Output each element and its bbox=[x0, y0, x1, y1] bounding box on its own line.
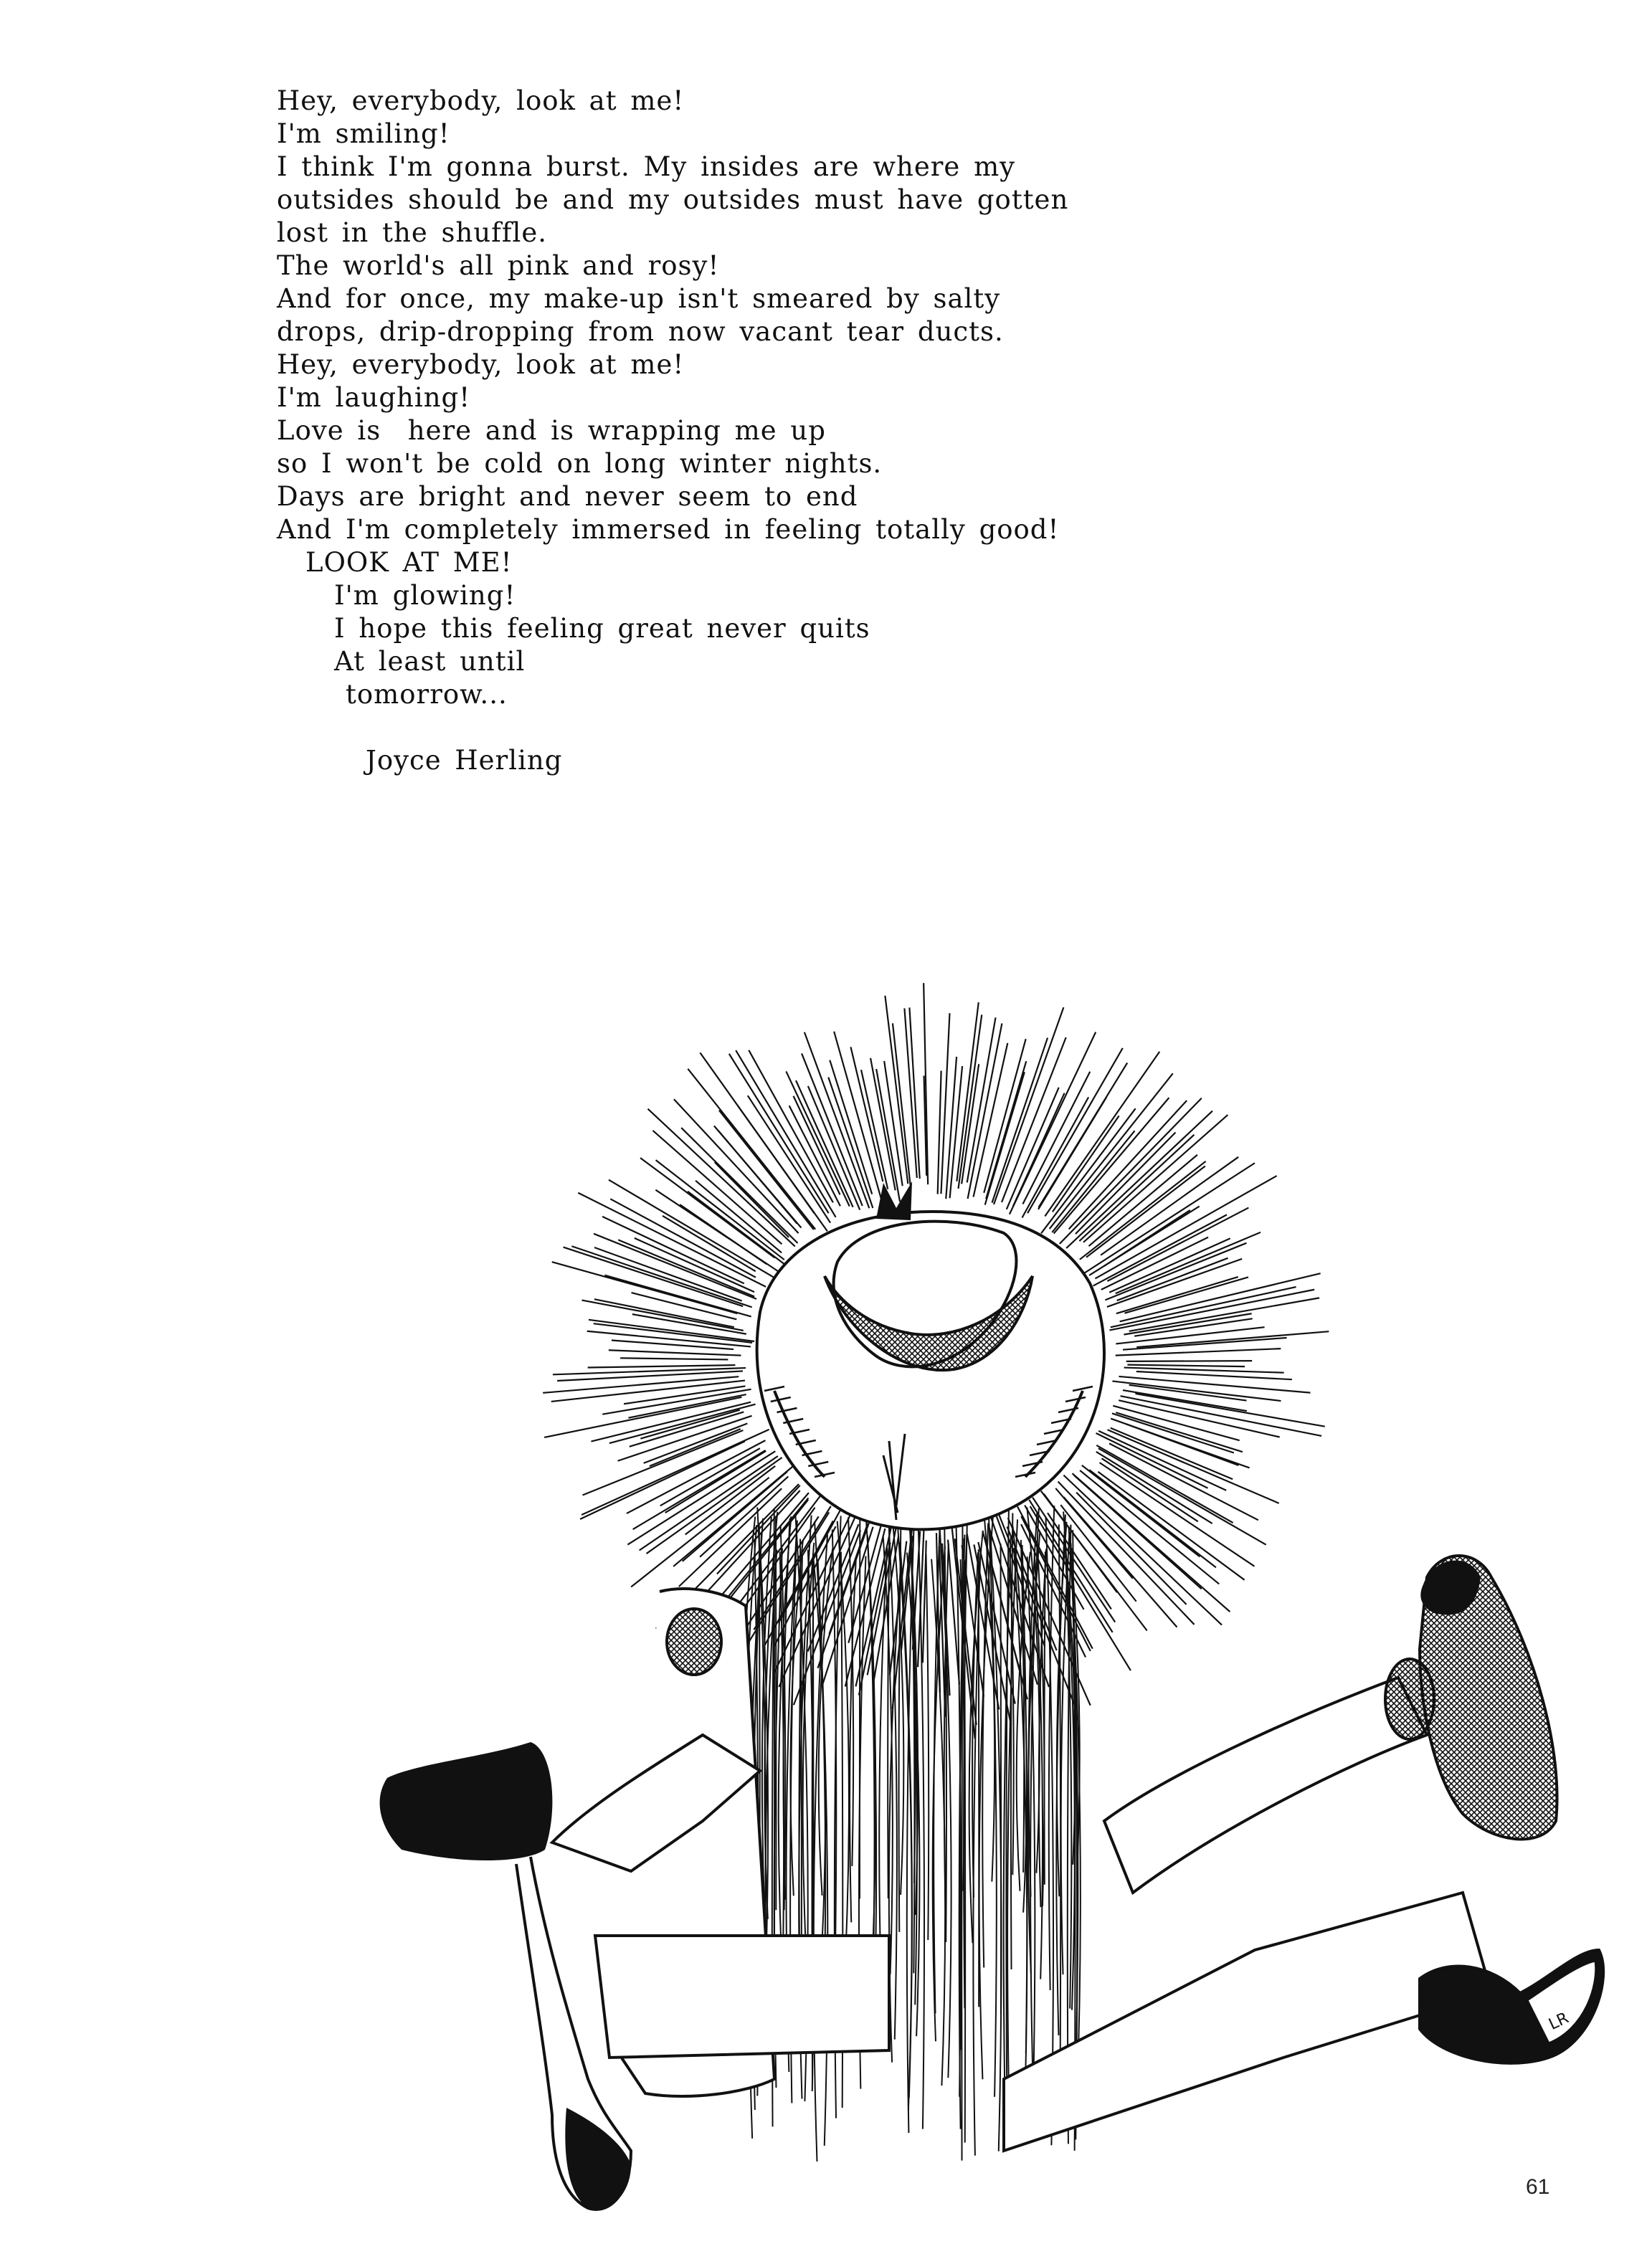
mane-ray bbox=[802, 1053, 863, 1206]
poem-line: And I'm completely immersed in feeling totally good! bbox=[277, 514, 1060, 545]
mane-ray bbox=[1120, 1273, 1321, 1321]
poem-line: lost in the shuffle. bbox=[277, 217, 548, 248]
mane-ray bbox=[1119, 1400, 1280, 1437]
poem-line: I'm glowing! bbox=[334, 580, 516, 611]
left-shoe bbox=[380, 1742, 553, 1860]
poem-line: Hey, everybody, look at me! bbox=[277, 85, 685, 116]
beard-strand bbox=[926, 1554, 929, 1939]
mane-ray bbox=[609, 1350, 741, 1355]
beard-strand bbox=[1044, 1551, 1045, 1885]
poem-line: At least until bbox=[334, 646, 526, 677]
beard-strand bbox=[1001, 1544, 1002, 2015]
beard-strand bbox=[934, 1514, 940, 2013]
mane-ray bbox=[850, 1047, 883, 1181]
artist-signature: LR bbox=[1546, 2009, 1572, 2034]
mane-ray bbox=[612, 1340, 734, 1349]
mane-ray bbox=[1098, 1431, 1226, 1490]
mane-ray bbox=[984, 1039, 1025, 1193]
mane-ray bbox=[652, 1131, 782, 1244]
poem-line: And for once, my make-up isn't smeared by salty bbox=[277, 283, 1001, 314]
mane-ray bbox=[610, 1199, 756, 1277]
mane-ray bbox=[1116, 1349, 1281, 1355]
mane-ray bbox=[1116, 1412, 1243, 1452]
mane-ray bbox=[985, 1072, 1025, 1204]
mane-ray bbox=[1089, 1470, 1216, 1567]
mane-ray bbox=[1063, 1475, 1222, 1625]
beard-strokes bbox=[742, 1506, 1081, 2162]
mane-ray bbox=[620, 1358, 728, 1359]
poem-line: so I won't be cold on long winter nights. bbox=[277, 448, 883, 479]
mane-ray bbox=[1013, 1093, 1065, 1207]
poem-line: LOOK AT ME! bbox=[305, 547, 513, 578]
poem-line: drops, drip-dropping from now vacant tear ducts. bbox=[277, 316, 1004, 347]
mane-ray bbox=[655, 1190, 778, 1271]
mane-ray bbox=[594, 1234, 756, 1299]
mane-ray bbox=[591, 1402, 751, 1442]
mane-ray bbox=[552, 1262, 738, 1313]
mane-ray bbox=[553, 1368, 746, 1374]
mane-ray bbox=[602, 1217, 744, 1283]
poem-line: outsides should be and my outsides must have gotten bbox=[277, 184, 1069, 215]
mane-ray bbox=[938, 1070, 941, 1194]
mane-ray bbox=[1054, 1098, 1169, 1233]
poem-line: Love is here and is wrapping me up bbox=[277, 415, 826, 446]
poem-author: Joyce Herling bbox=[366, 745, 563, 776]
poem-line: Hey, everybody, look at me! bbox=[277, 349, 685, 380]
poem-line: The world's all pink and rosy! bbox=[277, 250, 720, 281]
mane-ray bbox=[588, 1365, 736, 1367]
mane-ray bbox=[1109, 1443, 1258, 1520]
mane-ray bbox=[578, 1193, 766, 1287]
poem-line: tomorrow... bbox=[346, 679, 508, 710]
poem-line: Days are bright and never seem to end bbox=[277, 481, 858, 512]
mane-ray bbox=[1127, 1365, 1245, 1366]
page-number: 61 bbox=[1526, 2175, 1550, 2199]
mane-ray bbox=[1112, 1381, 1281, 1401]
mane-ray bbox=[631, 1478, 769, 1587]
mane-ray bbox=[1076, 1132, 1176, 1234]
poem-line: I'm laughing! bbox=[277, 382, 471, 413]
mane-ray bbox=[571, 1246, 751, 1307]
mane-ray bbox=[1129, 1385, 1247, 1401]
poem-line: I think I'm gonna burst. My insides are where my bbox=[277, 151, 1016, 182]
mane-ray bbox=[1107, 1259, 1242, 1307]
mane-ray bbox=[830, 1060, 872, 1194]
mane-ray bbox=[583, 1430, 744, 1495]
poem-line: I'm smiling! bbox=[277, 118, 450, 149]
left-hand bbox=[667, 1609, 721, 1675]
mane-ray bbox=[1136, 1331, 1329, 1347]
poem-line: I hope this feeling great never quits bbox=[334, 613, 870, 644]
